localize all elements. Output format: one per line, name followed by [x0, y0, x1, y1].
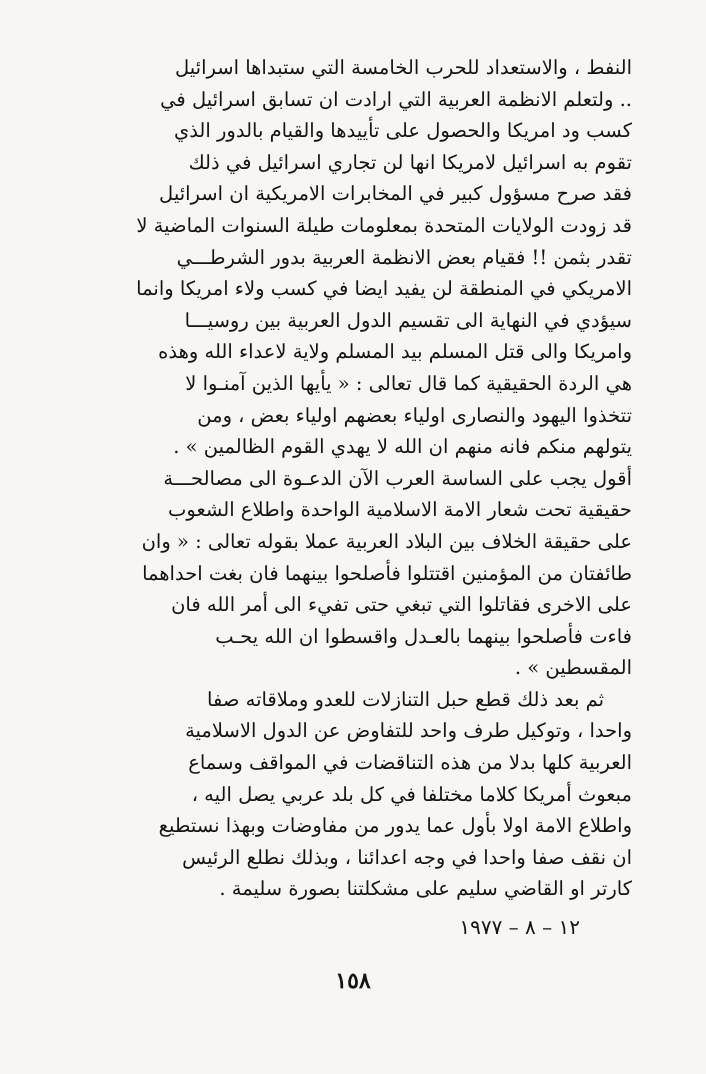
text-line: العربية كلها بدلا من هذه التناقضات في المواقف وسماع	[188, 751, 632, 775]
text-line: المقسطين » .	[514, 656, 632, 680]
page-number: ١٥٨	[335, 968, 371, 994]
text-line: تتخذوا اليهود والنصارى اولياء بعضهم اولياء بعض ، ومن	[197, 403, 632, 427]
text-line: واحدا ، وتوكيل طرف واحد للتفاوض عن الدول الاسلامية	[185, 719, 632, 743]
text-line: تقدر بثمن !! فقيام بعض الانظمة العربية بدور الشرطـــي	[176, 245, 632, 269]
body-text	[62, 52, 632, 905]
text-line: .. ولتعلم الانظمة العربية التي ارادت ان تسابق اسرائيل في	[160, 87, 632, 111]
text-line: على حقيقة الخلاف بين البلاد العربية عملا بقوله تعالى : « وان	[141, 529, 632, 553]
text-line: فقد صرح مسؤول كبير في المخابرات الامريكية ان اسرائيل	[159, 182, 632, 206]
text-line: حقيقية تحت شعار الامة الاسلامية الواحدة واطلاع الشعوب	[168, 498, 632, 522]
text-line: سيؤدي في النهاية الى تقسيم الدول العربية بين روسيـــا	[184, 308, 632, 332]
text-line: قد زودت الولايات المتحدة بمعلومات طيلة السنوات الماضية لا	[136, 213, 632, 237]
text-line: فاءت فأصلحوا بينهما بالعـدل واقسطوا ان الله يحـب	[215, 624, 632, 648]
text-line: أقول يجب على الساسة العرب الآن الدعـوة الى مصالحـــة	[163, 466, 632, 490]
paragraph-start-line: ثم بعد ذلك قطع حبل التنازلات للعدو وملاقاته صفا	[207, 687, 604, 711]
text-line: هي الردة الحقيقية كما قال تعالى : « يأيها الذين آمنـوا لا	[185, 371, 632, 395]
text-line: على الاخرى فقاتلوا التي تبغي حتى تفيء الى أمر الله فان	[171, 593, 632, 617]
text-line: تقوم به اسرائيل لامريكا انها لن تجاري اسرائيل في ذلك	[188, 150, 632, 174]
text-line: النفط ، والاستعداد للحرب الخامسة التي ستبداها اسرائيل	[174, 56, 632, 79]
text-line: الامريكي في المنطقة لن يفيد ايضا في كسب ولاء امريكا وانما	[136, 277, 632, 301]
text-line: وامريكا والى قتل المسلم بيد المسلم ولاية لاعداء الله وهذه	[158, 340, 632, 364]
text-line: ان نقف صفا واحدا في وجه اعدائنا ، وبذلك نطلع الرئيس	[182, 845, 632, 869]
text-line: واطلاع الامة اولا بأول عما يدور من مفاوضات وبهذا نستطيع	[158, 814, 632, 838]
text-line: يتولهم منكم فانه منهم ان الله لا يهدي القوم الظالمين » .	[173, 435, 632, 459]
document-date: ١٢ – ٨ – ١٩٧٧	[459, 915, 580, 939]
text-line: كارتر او القاضي سليم على مشكلتنا بصورة سليمة .	[219, 877, 632, 901]
text-line: كسب ود امريكا والحصول على تأييدها والقيام بالدور الذي	[173, 119, 632, 143]
text-line: طائفتان من المؤمنين اقتتلوا فأصلحوا بينهما فان بغت احداهما	[142, 561, 632, 585]
text-line: مبعوث أمريكا كلاما مختلفا في كل بلد عربي يصل اليه ،	[191, 782, 632, 806]
